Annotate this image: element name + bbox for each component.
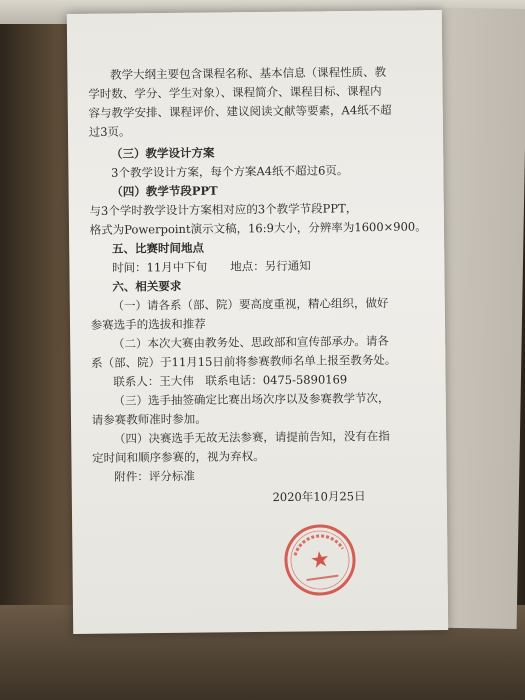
section-ppt-body-2: 格式为Powerpoint演示文稿，16:9大小，分辨率为1600×900。 <box>89 219 427 237</box>
official-seal-icon <box>277 517 363 603</box>
time-place-line: 时间：11月中下旬 地点：另行通知 <box>112 258 311 275</box>
req-1-line-1: （一）请各系（部、院）要高度重视，精心组织，做好 <box>112 295 389 313</box>
section-ppt-title: （四）教学节段PPT <box>111 183 218 199</box>
outline-line-1: 教学大纲主要包含课程名称、基本信息（课程性质、教 <box>110 64 387 82</box>
section-design-title: （三）教学设计方案 <box>110 145 215 161</box>
document-content <box>88 62 438 509</box>
section-ppt-body-1: 与3个学时教学设计方案相对应的3个教学节段PPT， <box>89 201 358 218</box>
req-3-line-2: 请参赛教师准时参加。 <box>91 411 207 427</box>
section-req-title: 六、相关要求 <box>112 279 182 294</box>
outline-line-3: 容与教学安排、课程评价、建议阅读文献等要素，A4纸不超 <box>88 102 392 120</box>
section-design-body: 3个教学设计方案，每个方案A4纸不超过6页。 <box>111 163 349 180</box>
seal-star: ★ <box>308 546 332 575</box>
signature-row <box>92 486 437 509</box>
signature-date: 2020年10月25日 <box>272 489 366 505</box>
section-time-title: 五、比赛时间地点 <box>111 240 204 256</box>
req-1-line-2: 参赛选手的选拔和推荐 <box>90 316 206 332</box>
outline-line-2: 学时数、学分、学生对象）、课程简介、课程目标、课程内 <box>88 83 382 101</box>
attachment-line: 附件：评分标准 <box>114 468 195 484</box>
req-3-line-1: （三）选手抽签确定比赛出场次序以及参赛教学节次， <box>113 390 390 408</box>
req-4-line-1: （四）决赛选手无故无法参赛，请提前告知，没有在指 <box>113 428 390 446</box>
outline-line-4: 过3页。 <box>88 124 131 139</box>
req-2-line-1: （二）本次大赛由教务处、思政部和宣传部承办。请各 <box>112 333 389 351</box>
req-4-line-2: 定时间和顺序参赛的，视为弃权。 <box>92 449 265 465</box>
req-2-line-2: 系（部、院）于11月15日前将参赛教师名单上报至教务处。 <box>91 352 397 370</box>
contact-line: 联系人：王大伟 联系电话：0475-5890169 <box>113 372 348 389</box>
